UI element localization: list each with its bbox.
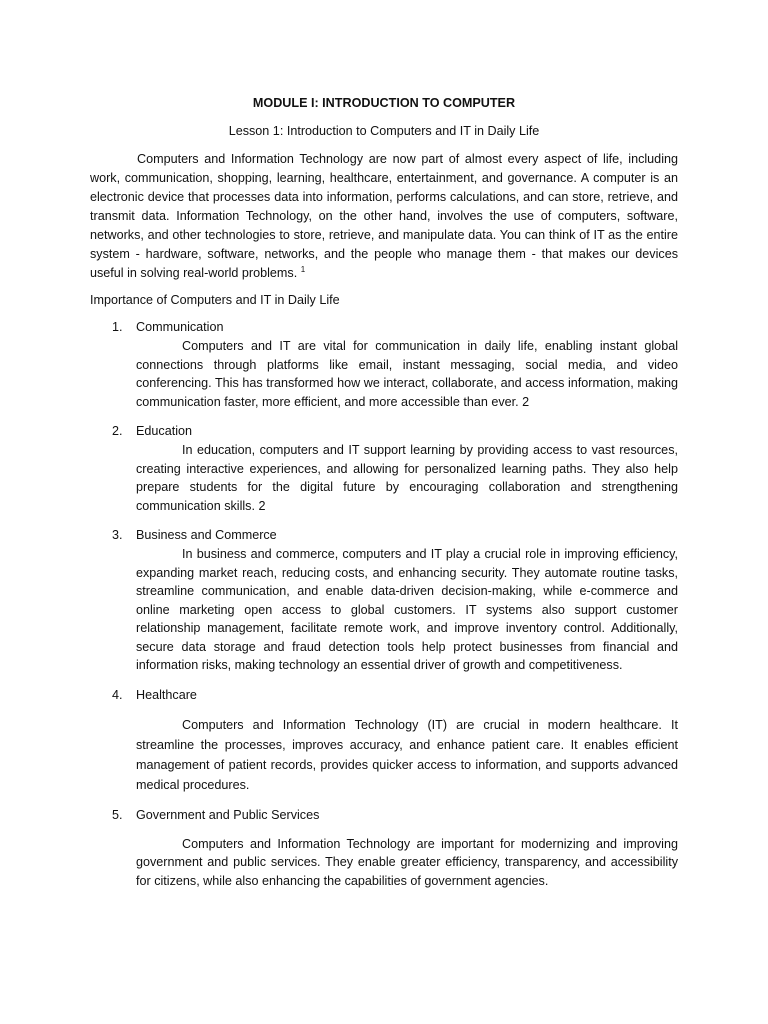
list-item-title: Education <box>136 424 193 438</box>
list-item-government <box>90 806 678 891</box>
list-item-body: In education, computers and IT support learning by providing access to vast resources, creating interactive experiences, and allowing for personalized learning paths. They also help prepare students for the digital future by encouraging collaboration and strengthening communication skills. 2 <box>136 443 678 513</box>
importance-list <box>90 318 678 890</box>
list-item-title: Communication <box>136 320 224 334</box>
list-item-number: 1. <box>112 320 123 334</box>
list-item-body: Computers and Information Technology (IT) are crucial in modern healthcare. It streamline the processes, improves accuracy, and enhance patient care. It enables efficient management of patient records, provides quicker access to information, and supports advanced medical procedures. <box>136 717 678 792</box>
module-title: MODULE I: INTRODUCTION TO COMPUTER <box>252 96 516 110</box>
list-item-business <box>90 526 678 675</box>
list-item-number: 2. <box>112 424 123 438</box>
list-item-body: In business and commerce, computers and IT play a crucial role in improving efficiency, expanding market reach, reducing costs, and enhancing security. They automate routine tasks, streamline communication, and enable data-driven decision-making, while e-commerce and online marketing open access to global customers. IT systems also support customer relationship management, facilitate remote work, and improve inventory control. Additionally, secure data storage and fraud detection tools help protect businesses from financial and information risks, making technology an essential driver of growth and competitiveness. <box>136 547 678 672</box>
list-item-number: 3. <box>112 528 123 542</box>
list-item-body: Computers and IT are vital for communication in daily life, enabling instant global connections through platforms like email, instant messaging, social media, and video conferencing. This has transformed how we interact, collaborate, and access information, making communication faster, more efficient, and more accessible than ever. 2 <box>136 339 678 409</box>
intro-text: Computers and Information Technology are now part of almost every aspect of life, including work, communication, shopping, learning, healthcare, entertainment, and governance. A computer is an electronic device that processes data into information, performs calculations, and can store, retrieve, and transmit data. Information Technology, on the other hand, involves the use of computers, software, networks, and other technologies to store, retrieve, and manipulate data. You can think of IT as the entire system - hardware, software, networks, and the people who manage them - that makes our devices useful in solving real-world problems. <box>90 152 678 280</box>
list-item-healthcare <box>90 686 678 795</box>
list-item-title: Healthcare <box>136 687 197 702</box>
list-item-education <box>90 422 678 515</box>
lesson-title: Lesson 1: Introduction to Computers and IT in Daily Life <box>228 124 540 138</box>
list-item-number: 5. <box>112 807 123 822</box>
intro-paragraph <box>90 150 678 283</box>
list-item-title: Business and Commerce <box>136 528 277 542</box>
list-item-title: Government and Public Services <box>136 807 320 822</box>
intro-footnote: 1 <box>300 264 306 274</box>
list-item-body: Computers and Information Technology are important for modernizing and improving government and public services. They enable greater efficiency, transparency, and accessibility for citizens, while also enhancing the capabilities of government agencies. <box>136 836 678 888</box>
list-item-number: 4. <box>112 687 123 702</box>
section-heading: Importance of Computers and IT in Daily Life <box>90 293 340 307</box>
list-item-communication <box>90 318 678 411</box>
